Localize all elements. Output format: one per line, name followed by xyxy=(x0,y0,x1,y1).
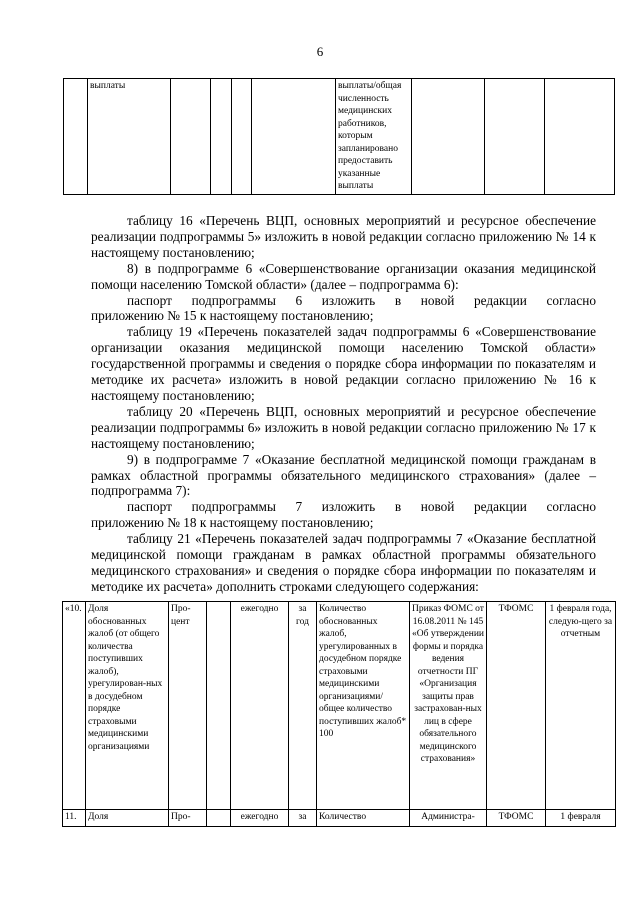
deadline: 1 февраля года, следую-щего за отчетным xyxy=(546,602,616,810)
page-number: 6 xyxy=(316,44,324,59)
formula-cell: выплаты/общая численность медицинских работников, которым запланировано предоставить указанные выплаты xyxy=(336,79,412,195)
paragraph: таблицу 16 «Перечень ВЦП, основных мероприятий и ресурсное обеспечение реализации подпрограммы 5» изложить в новой редакции согласно приложению № 14 к настоящему постановлению; xyxy=(91,213,596,260)
responsible: ТФОМС xyxy=(487,810,546,827)
row-number: 11. xyxy=(63,810,86,827)
frequency: ежегодно xyxy=(231,602,289,810)
table-row xyxy=(63,602,616,810)
source: Администра- xyxy=(410,810,487,827)
paragraph: 9) в подпрограмме 7 «Оказание бесплатной медицинской помощи гражданам в рамках областной программы обязательного медицинского страхования» (далее – подпрограмма 7): xyxy=(91,451,596,499)
formula: Количество обоснованных жалоб, урегулированных в досудебном порядке страховыми медицинскими организациями/ общее количество поступивших жалоб* 100 xyxy=(317,602,410,810)
frequency: ежегодно xyxy=(231,810,289,827)
indicators-table xyxy=(62,601,616,827)
indicator-name: Доля обоснованных жалоб (от общего количества поступивших жалоб), урегулирован-ных в досудебном порядке страховыми медицинскими организациями xyxy=(86,602,169,810)
paragraph: 8) в подпрограмме 6 «Совершенствование организации оказания медицинской помощи населению Томской области» (далее – подпрограмма 6): xyxy=(91,260,596,292)
table-row xyxy=(64,79,615,195)
table-row xyxy=(63,810,616,827)
responsible: ТФОМС xyxy=(487,602,546,810)
paragraph: паспорт подпрограммы 7 изложить в новой редакции согласно xyxy=(127,499,596,515)
paragraph: таблицу 19 «Перечень показателей задач подпрограммы 6 «Совершенствование организации оказания медицинской помощи населению Томской области» государственной программы и сведения о порядке сбора информации по показателям и методике их расчета» изложить в новой редакции согласно приложению № 16 к настоящему постановлению; xyxy=(91,324,596,403)
paragraph: приложению № 18 к настоящему постановлению; xyxy=(91,515,374,531)
unit: Про-цент xyxy=(169,602,207,810)
unit: Про- xyxy=(169,810,207,827)
period: за xyxy=(289,810,317,827)
period: за год xyxy=(289,602,317,810)
indicator-name-cell: выплаты xyxy=(88,79,171,195)
paragraph: приложению № 15 к настоящему постановлению; xyxy=(91,308,374,324)
body-text xyxy=(91,213,596,595)
paragraph: таблицу 20 «Перечень ВЦП, основных мероприятий и ресурсное обеспечение реализации подпрограммы 6» изложить в новой редакции согласно приложению № 17 к настоящему постановлению; xyxy=(91,403,596,451)
top-table-fragment xyxy=(63,78,615,195)
paragraph: паспорт подпрограммы 6 изложить в новой редакции согласно xyxy=(127,292,596,308)
row-number: «10. xyxy=(63,602,86,810)
deadline: 1 февраля xyxy=(546,810,616,827)
formula: Количество xyxy=(317,810,410,827)
paragraph: таблицу 21 «Перечень показателей задач подпрограммы 7 «Оказание бесплатной медицинской помощи гражданам в рамках областной программы обязательного медицинского страхования» и сведения о порядке сбора информации по показателям и методике их расчета» дополнить строками следующего содержания: xyxy=(91,531,596,594)
indicator-name: Доля xyxy=(86,810,169,827)
source: Приказ ФОМС от 16.08.2011 № 145 «Об утверждении формы и порядка ведения отчетности ПГ «Организация защиты прав застрахован-ных лиц в сфере обязательного медицинского страхования» xyxy=(410,602,487,810)
